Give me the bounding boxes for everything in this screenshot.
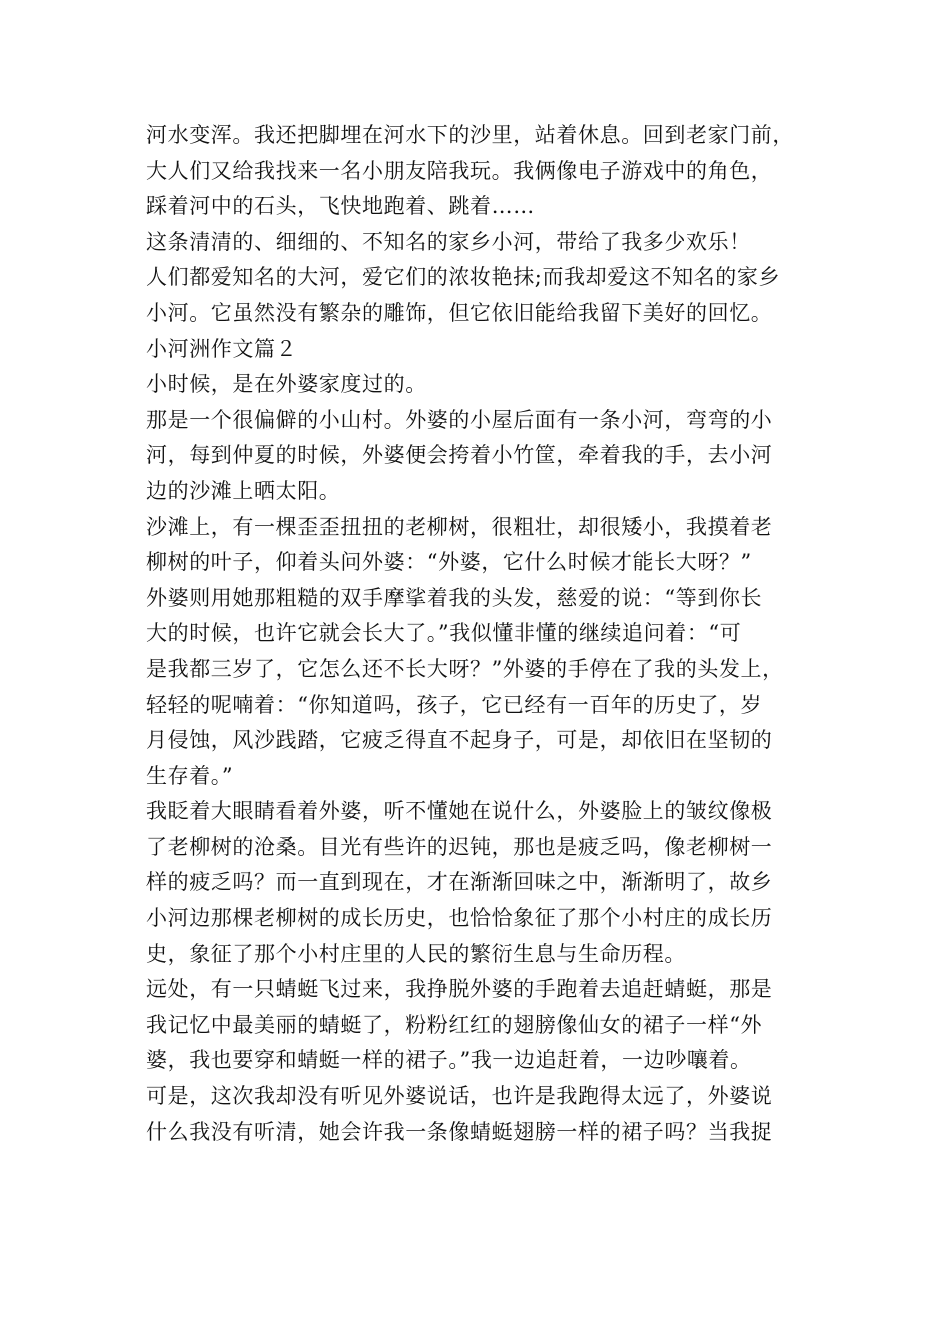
text-line: 这条清清的、细细的、不知名的家乡小河，带给了我多少欢乐！ [146, 229, 751, 254]
text-line: 轻轻的呢喃着：“你知道吗，孩子，它已经有一百年的历史了，岁 [146, 692, 763, 717]
text-line: 大人们又给我找来一名小朋友陪我玩。我俩像电子游戏中的角色， [146, 158, 773, 183]
text-line: 大的时候，也许它就会长大了。”我似懂非懂的继续追问着：“可 [146, 621, 742, 646]
text-line: 小河边那棵老柳树的成长历史，也恰恰象征了那个小村庄的成长历 [146, 906, 773, 931]
text-line: 河，每到仲夏的时候，外婆便会挎着小竹筐，牵着我的手，去小河 [146, 443, 773, 468]
section-heading: 小河洲作文篇２ [146, 336, 298, 361]
text-line: 人们都爱知名的大河，爱它们的浓妆艳抹;而我却爱这不知名的家乡 [146, 265, 781, 290]
text-line: 小时候，是在外婆家度过的。 [146, 372, 427, 397]
text-line: 生存着。” [146, 763, 234, 788]
text-line: 月侵蚀，风沙践踏，它疲乏得直不起身子，可是，却依旧在坚韧的 [146, 728, 773, 753]
text-line: 可是，这次我却没有听见外婆说话，也许是我跑得太远了，外婆说 [146, 1084, 773, 1109]
text-line: 边的沙滩上晒太阳。 [146, 478, 341, 503]
text-line: 婆，我也要穿和蜻蜓一样的裙子。”我一边追赶着，一边吵嚷着。 [146, 1048, 752, 1073]
text-line: 沙滩上，有一棵歪歪扭扭的老柳树，很粗壮，却很矮小，我摸着老 [146, 514, 773, 539]
text-line: 史，象征了那个小村庄里的人民的繁衍生息与生命历程。 [146, 941, 686, 966]
text-line: 那是一个很偏僻的小山村。外婆的小屋后面有一条小河，弯弯的小 [146, 407, 773, 432]
text-line: 了老柳树的沧桑。目光有些许的迟钝，那也是疲乏吗，像老柳树一 [146, 834, 773, 859]
body-text [146, 118, 836, 1150]
text-line: 河水变浑。我还把脚埋在河水下的沙里，站着休息。回到老家门前， [146, 123, 794, 147]
text-line: 什么我没有听清，她会许我一条像蜻蜓翅膀一样的裙子吗？当我捉 [146, 1119, 773, 1144]
text-line: 我眨着大眼睛看着外婆，听不懂她在说什么，外婆脸上的皱纹像极 [146, 799, 773, 824]
text-line: 样的疲乏吗？而一直到现在，才在渐渐回味之中，渐渐明了，故乡 [146, 870, 773, 895]
text-line: 远处，有一只蜻蜓飞过来，我挣脱外婆的手跑着去追赶蜻蜓，那是 [146, 977, 773, 1002]
text-line: 我记忆中最美丽的蜻蜓了，粉粉红红的翅膀像仙女的裙子一样“外 [146, 1012, 763, 1037]
text-line: 是我都三岁了，它怎么还不长大呀？”外婆的手停在了我的头发上， [146, 656, 784, 681]
text-line: 踩着河中的石头，飞快地跑着、跳着…… [146, 194, 535, 219]
text-line: 外婆则用她那粗糙的双手摩挲着我的头发，慈爱的说：“等到你长 [146, 585, 763, 610]
text-line: 小河。它虽然没有繁杂的雕饰，但它依旧能给我留下美好的回忆。 [146, 300, 773, 325]
text-line: 柳树的叶子，仰着头问外婆：“外婆，它什么时候才能长大呀？” [146, 550, 752, 575]
